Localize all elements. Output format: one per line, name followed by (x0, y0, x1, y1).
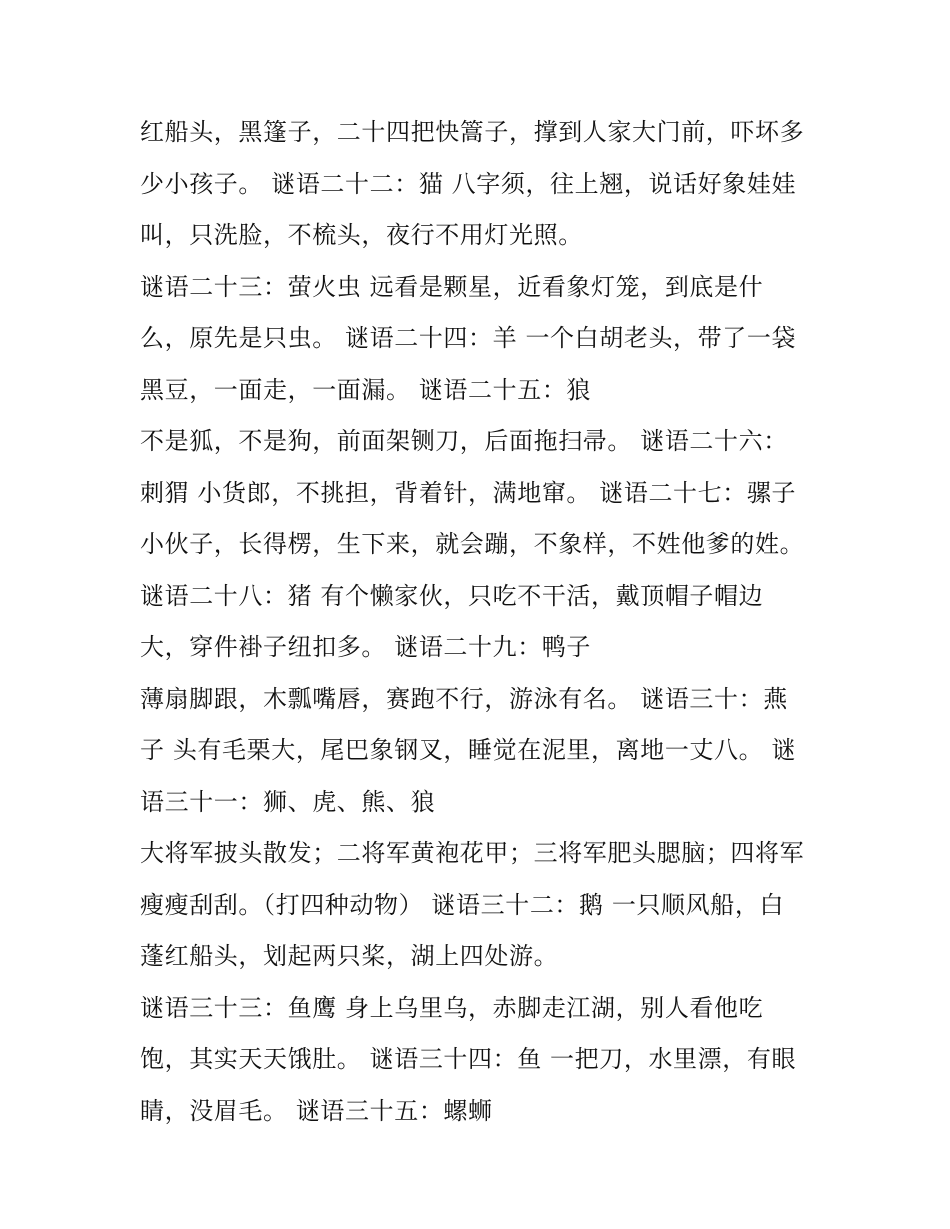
text-line: 不是狐，不是狗，前面架铡刀，后面拖扫帚。 谜语二十六： (140, 427, 788, 455)
text-line: 大，穿件褂子纽扣多。 谜语二十九：鸭子 (140, 633, 592, 661)
text-line: 语三十一：狮、虎、熊、狼 (140, 787, 436, 816)
text-line: 瘦瘦刮刮。（打四种动物） 谜语三十二：鹅 一只顺风船，白 (140, 890, 785, 919)
body-text (140, 107, 830, 1137)
text-line: 薄扇脚跟，木瓢嘴唇，赛跑不行，游泳有名。 谜语三十：燕 (140, 684, 788, 713)
text-line: 蓬红船头，划起两只桨，湖上四处游。 (140, 942, 559, 970)
text-line: 谜语二十八：猪 有个懒家伙，只吃不干活，戴顶帽子帽边 (140, 581, 764, 610)
text-line: 叫，只洗脸，不梳头，夜行不用灯光照。 (140, 221, 583, 249)
text-line: 小伙子，长得楞，生下来，就会蹦，不象样，不姓他爹的姓。 (140, 530, 805, 558)
text-line: 刺猬 小货郎，不挑担，背着针，满地窜。 谜语二十七：骡子 (140, 478, 797, 507)
text-line: 大将军披头散发；二将军黄袍花甲；三将军肥头腮脑；四将军 (140, 839, 805, 867)
text-line: 谜语二十三：萤火虫 远看是颗星，近看象灯笼，到底是什 (140, 272, 764, 301)
text-line: 红船头，黑篷子，二十四把快篙子，撑到人家大门前，吓坏多 (140, 118, 805, 146)
text-line: 少小孩子。 谜语二十二：猫 八字须，往上翘，说话好象娃娃 (140, 169, 797, 198)
text-line: 么，原先是只虫。 谜语二十四：羊 一个白胡老头，带了一袋 (140, 324, 797, 352)
text-line: 谜语三十三：鱼鹰 身上乌里乌，赤脚走江湖，别人看他吃 (140, 993, 764, 1022)
text-line: 睛，没眉毛。 谜语三十五：螺蛳 (140, 1096, 493, 1125)
text-line: 饱，其实天天饿肚。 谜语三十四：鱼 一把刀，水里漂，有眼 (140, 1045, 797, 1073)
text-line: 黑豆，一面走，一面漏。 谜语二十五：狼 (140, 375, 592, 404)
text-line: 子 头有毛栗大，尾巴象钢叉，睡觉在泥里，离地一丈八。 谜 (140, 736, 797, 764)
